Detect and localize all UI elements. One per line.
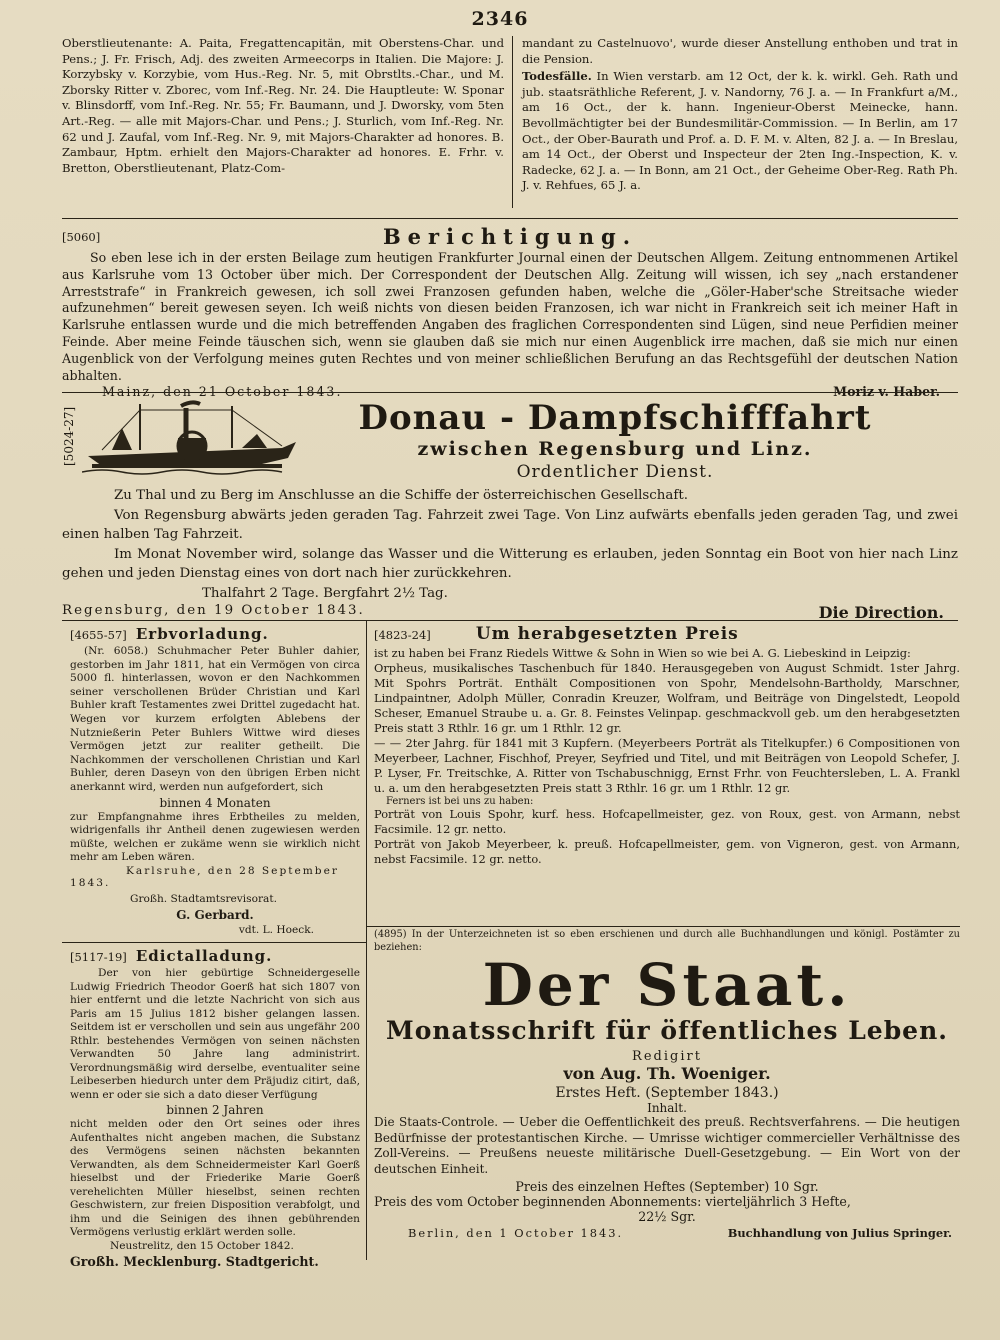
staat-editor: von Aug. Th. Woeniger.: [563, 1064, 771, 1083]
pension-text: mandant zu Castelnuovo', wurde dieser Anstellung enthoben und trat in die Pension.: [522, 36, 958, 66]
edictalladung-deadline: binnen 2 Jahren: [166, 1103, 264, 1117]
donau-p2: Von Regensburg abwärts jeden geraden Tag. Fahrzeit zwei Tage. Von Linz aufwärts ebenfalls jeden geraden Tag, und zwei einen halben Tag Fahrzeit.: [62, 507, 958, 542]
berichtigung-tag: [5060]: [62, 230, 101, 244]
staat-contents: Die Staats-Controle. — Ueber die Oeffentlichkeit des preuß. Rechtsverfahrens. — Die heutigen Bedürfnisse der protestantischen Kirche. — Umrisse wichtiger commercieller Verhältnisse des Zoll-Vereins. — Preußens neueste militärische Duell-Gesetzgebung. — Ein Wort von der deutschen Einheit.: [374, 1115, 960, 1176]
edictalladung-body: Der von hier gebürtige Schneidergeselle Ludwig Friedrich Theodor Goerß hat sich 1807 von hier entfernt und die letzte Nachricht von sich aus Paris am 15 Julius 1812 bisher gelangen lassen. Seitdem ist er verschollen und sein aus ungefähr 200 Rthlr. bestehendes Vermögen von seinen nächsten Verwandten 50 Jahre lang administrirt. Verordnungsmäßig wird derselbe, eventualiter seine Leibeserben hiedurch unter dem Präjudiz citirt, daß, wenn er oder sie sich a dato dieser Verfügung: [70, 967, 360, 1101]
page-number: 2346: [471, 8, 529, 30]
preis-intro: ist zu haben bei Franz Riedels Wittwe & Sohn in Wien so wie bei A. G. Liebeskind in Leipzig:: [374, 646, 911, 660]
rule-2: [62, 392, 958, 393]
deaths-label: Todesfälle.: [522, 69, 592, 84]
edictalladung-tag: [5117-19]: [70, 950, 127, 964]
rule-1: [62, 218, 958, 219]
edictalladung-place-date: Neustrelitz, den 15 October 1842.: [110, 1239, 294, 1252]
preis-notice: [374, 624, 960, 867]
staat-subtitle: Monatsschrift für öffentliches Leben.: [386, 1016, 948, 1045]
donau-subtitle: zwischen Regensburg und Linz.: [417, 438, 813, 460]
donau-place-date: Regensburg, den 19 October 1843.: [62, 603, 365, 618]
staat-signature: Buchhandlung von Julius Springer.: [727, 1226, 952, 1240]
preis-item-2: — — 2ter Jahrg. für 1841 mit 3 Kupfern. (Meyerbeers Porträt als Titelkupfer.) 6 Compositionen von Meyerbeer, Lachner, Fischhof, Preyer, Seyfried und Titel, und mit Beiträgen von Leopold Schefer, J. P. Lyser, Fr. Treitschke, A. Ritter von Tschabuschnigg, Ernst Frhr. von Feuchtersleben, L. A. Frankl u. a. um den herabgesetzten Preis statt 3 Rthlr. 16 gr. um 1 Rthlr. 12 gr.: [374, 736, 960, 795]
staat-price-2: Preis des vom October beginnenden Abonnements: vierteljährlich 3 Hefte,: [374, 1194, 851, 1209]
berichtigung-notice: [62, 224, 958, 402]
preis-item-3: Porträt von Louis Spohr, kurf. hess. Hofcapellmeister, gez. von Roux, gest. von Armann, nebst Facsimile. 12 gr. netto.: [374, 807, 960, 836]
erbvorladung-vdt: vdt. L. Hoeck.: [238, 923, 314, 936]
column-divider-top: [512, 36, 513, 208]
staat-price-1: Preis des einzelnen Heftes (September) 10 Sgr.: [515, 1179, 819, 1194]
preis-item-1: Orpheus, musikalisches Taschenbuch für 1840. Herausgegeben von August Schmidt. 1ster Jahrg. Mit Spohrs Porträt. Enthält Compositionen von Spohr, Mendelsohn-Bartholdy, Marschner, Lindpaintner, Adolph Müller, Conradin Kreuzer, Wolfram, und Beiträge von Dingelstedt, Leopold Scheser, Emanuel Straube u. a. Gr. 8. Feinstes Velinpap. geschmackvoll geb. um den herabgesetzten Preis statt 3 Rthlr. 16 gr. um 1 Rthlr. 12 gr.: [374, 661, 960, 735]
berichtigung-body: So eben lese ich in der ersten Beilage zum heutigen Frankfurter Journal einen der Deutschen Allgem. Zeitung entnommenen Artikel aus Karlsruhe vom 13 October über mich. Der Correspondent der Deutschen Allg. Zeitung will wissen, ich sey „nach erstandener Arreststrafe“ in Frankreich gewesen, ich soll zwei Franzosen gefunden haben, welche die „Göler-Haber'sche Streitsache wieder aufzunehmen“ bereit gewesen seyen. Ich weiß nichts von diesen beiden Franzosen, ich war nicht in Frankreich seit ich meiner Haft in Karlsruhe entlassen wurde und die mich betreffenden Angaben des fraglichen Correspondenten sind Lügen, sind neue Perfidien meiner Feinde. Aber meine Feinde täuschen sich, wenn sie glauben daß sie mich nur einen Augenblick irre machen, daß sie mich nur einen Augenblick von der Verfolgung meines guten Rechtes und von meiner schließlichen Berufung an das Rechtsgefühl der deutschen Nation abhalten.: [62, 250, 958, 383]
staat-inhalt: Inhalt.: [647, 1101, 687, 1115]
donau-notice: [62, 396, 958, 622]
edictalladung-title: Edictalladung.: [135, 947, 273, 965]
erbvorladung-body: (Nr. 6058.) Schuhmacher Peter Buhler dahier, gestorben im Jahr 1811, hat ein Vermögen von circa 5000 fl. hinterlassen, wovon er den Nachkommen seiner verschollenen Brüder Christian und Karl Buhler kraft Testamentes zwei Drittel zugedacht hat. Wegen vor kurzem erfolgten Ablebens der Nutznießerin Peter Buhlers Wittwe wird dieses Vermögen jetzt zur realiter getheilt. Die Nachkommen der verschollenen Christian und Karl Buhler, deren Daseyn von den übrigen Erben nicht anerkannt wird, werden nun aufgefordert, sich: [70, 645, 360, 793]
steamship-icon: [82, 398, 300, 478]
preis-more: Ferners ist bei uns zu haben:: [386, 796, 534, 807]
donau-tag: [5024-27]: [62, 406, 76, 466]
preis-title: Um herabgesetzten Preis: [475, 624, 739, 644]
rule-3: [62, 620, 958, 621]
deaths-text: In Wien verstarb. am 12 Oct, der k. k. wirkl. Geh. Rath und jub. staatsräthliche Referent, J. v. Nandorny, 76 J. a. — In Frankfurt a/M., am 16 Oct., der k. hann. Ingenieur-Oberst Meinecke, hann. Bevollmächtigter bei der Bundesmilitär-Commission. — In Berlin, am 17 Oct., der Ober-Baurath und Prof. a. D. F. M. v. Alten, 82 J. a. — In Breslau, am 14 Oct., der Oberst und Inspecteur der 2ten Ing.-Inspection, K. v. Radecke, 62 J. a. — In Bonn, am 21 Oct., der Geheime Ober-Reg. Rath Ph. J. v. Rehfues, 65 J. a.: [522, 69, 958, 193]
berichtigung-title: Berichtigung.: [382, 224, 638, 249]
erbvorladung-notice: [70, 624, 360, 936]
berichtigung-place-date: Mainz, den 21 October 1843.: [102, 384, 343, 400]
erbvorladung-place-date: Karlsruhe, den 28 September 1843.: [70, 864, 339, 889]
edictalladung-signature: Großh. Mecklenburg. Stadtgericht.: [70, 1253, 319, 1269]
deaths-column: [522, 36, 958, 194]
erbvorladung-office: Großh. Stadtamtsrevisorat.: [130, 892, 277, 905]
donau-p3: Im Monat November wird, solange das Wasser und die Witterung es erlauben, jeden Sonntag ein Boot von hier nach Linz gehen und jeden Dienstag eines von dort nach hier zurückkehren.: [62, 546, 958, 581]
erbvorladung-body-2: zur Empfangnahme ihres Erbtheiles zu melden, widrigenfalls ihr Antheil denen zugewiesen werden müßte, welchen er zukäme wenn sie wirklich nicht mehr am Leben wären.: [70, 810, 360, 864]
donau-title: Donau - Dampfschifffahrt: [358, 398, 872, 438]
erbvorladung-tag: [4655-57]: [70, 628, 127, 642]
staat-title: Der Staat.: [482, 951, 852, 1019]
staat-notice: [374, 928, 960, 1244]
staat-intro: (4895) In der Unterzeichneten ist so eben erschienen und durch alle Buchhandlungen und königl. Postämter zu beziehen:: [374, 929, 960, 953]
erbvorladung-signature: G. Gerbard.: [176, 907, 254, 922]
donau-p4: Thalfahrt 2 Tage. Bergfahrt 2½ Tag.: [202, 585, 448, 601]
preis-tag: [4823-24]: [374, 628, 431, 642]
donau-subtitle-2: Ordentlicher Dienst.: [516, 462, 714, 482]
donau-p1: Zu Thal und zu Berg im Anschlusse an die Schiffe der österreichischen Gesellschaft.: [114, 488, 688, 503]
column-divider-bottom: [366, 620, 367, 1260]
preis-item-4: Porträt von Jakob Meyerbeer, k. preuß. Hofcapellmeister, gem. von Vigneron, gest. von Armann, nebst Facsimile. 12 gr. netto.: [374, 837, 960, 866]
deaths-paragraph: [522, 69, 958, 194]
edictalladung-notice: [70, 946, 360, 1269]
berichtigung-signature: Moriz v. Haber.: [833, 384, 940, 400]
staat-redigirt: Redigirt: [632, 1049, 702, 1064]
erbvorladung-deadline: binnen 4 Monaten: [159, 795, 271, 810]
edictalladung-body-2: nicht melden oder den Ort seines oder ihres Aufenthaltes nicht angeben machen, die Substanz des Vermögens seinen nächsten bekannten Verwandten, als dem Schneidermeister Karl Goerß hieselbst und der Friederike Marie Goerß verehelichten Müller hieselbst, seinen rechten Geschwistern, zur freien Disposition verabfolgt, und ihm und die Seinigen des ihnen gebührenden Vermögens verlustig erklärt werden solle.: [70, 1118, 360, 1238]
officers-text: Oberstlieutenante: A. Paita, Fregattencapitän, mit Oberstens-Char. und Pens.; J. Fr. Frisch, Adj. des zweiten Armeecorps in Italien. Die Majore: J. Korzybsky v. Korzybie, vom Hus.-Reg. Nr. 5, mit Obrstlts.-Char., und M. Zborsky Ritter v. Zborec, vom Inf.-Reg. Nr. 24. Die Hauptleute: W. Sponar v. Blinsdorff, vom Inf.-Reg. Nr. 55; Fr. Baumann, und J. Dworsky, vom 5ten Art.-Reg. — alle mit Majors-Char. und Pens.; J. Sturlich, vom Inf.-Reg. Nr. 62 und J. Zaufal, vom Inf.-Reg. Nr. 9, mit Majors-Charakter ad honores. B. Zambaur, Hptm. erhielt den Majors-Charakter ad honores. E. Frhr. v. Bretton, Oberstlieutenant, Platz-Com-: [62, 36, 504, 175]
staat-price-3: 22½ Sgr.: [638, 1209, 696, 1224]
donau-signature: Die Direction.: [818, 603, 944, 622]
staat-place-date: Berlin, den 1 October 1843.: [408, 1226, 624, 1240]
officers-column: [62, 36, 504, 176]
erbvorladung-title: Erbvorladung.: [135, 625, 269, 643]
rule-5: [366, 926, 960, 927]
rule-4: [62, 942, 366, 943]
staat-issue: Erstes Heft. (September 1843.): [555, 1085, 779, 1101]
